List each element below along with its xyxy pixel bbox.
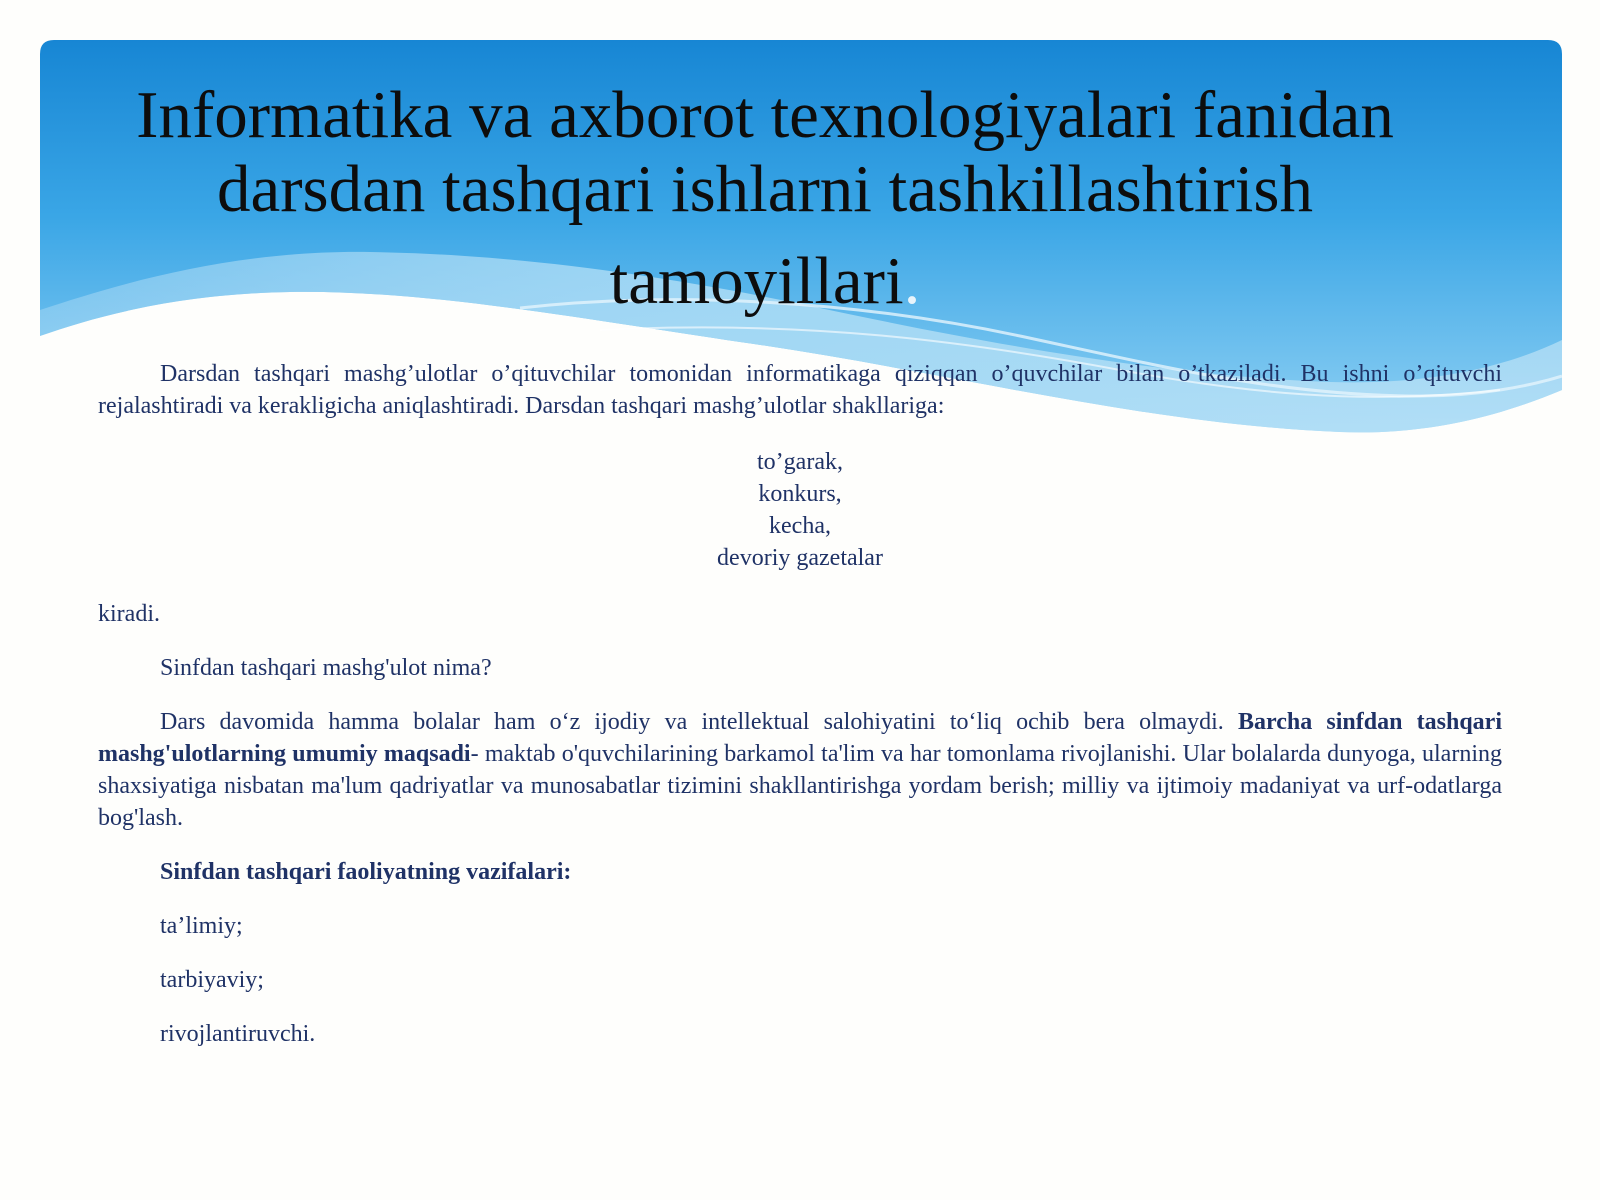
list-item: to’garak,	[757, 449, 843, 475]
intro-text-3: qiziqqan o’quvchilar bilan o’tkaziladi.	[894, 361, 1287, 387]
intro-text-2: informatikaga	[746, 361, 881, 387]
title-line-3: tamoyillari	[609, 244, 904, 318]
title-line-2: darsdan tashqari ishlarni tashkillashtirish	[217, 152, 1313, 226]
task-item: tarbiyaviy;	[160, 967, 264, 993]
tasks-heading: Sinfdan tashqari faoliyatning vazifalari:	[160, 859, 572, 885]
slide-body	[98, 358, 1502, 1050]
intro-text-4: Bu ishni o’qituvchi rejalashtiradi va kerakligicha aniqlashtiradi. Darsdan tashqari mashg’ulotlar shakllariga:	[98, 361, 1502, 419]
activity-forms-list	[98, 446, 1502, 574]
question-text: Sinfdan tashqari mashg'ulot nima?	[160, 655, 492, 681]
list-item: kecha,	[769, 513, 831, 539]
kiradi-text: kiradi.	[98, 601, 160, 627]
title-line-1: Informatika va axborot texnologiyalari fanidan	[136, 78, 1394, 152]
intro-paragraph	[98, 358, 1502, 422]
goal-text-bold: Barcha sinfdan tashqari mashg'ulotlarning umumiy maqsadi	[98, 709, 1502, 767]
title-dot: .	[903, 244, 921, 318]
intro-text-1: Darsdan tashqari mashg’ulotlar o’qituvchilar tomonidan	[160, 361, 733, 387]
list-item: konkurs,	[758, 481, 842, 507]
task-item: rivojlantiruvchi.	[160, 1021, 316, 1047]
list-item: devoriy gazetalar	[717, 545, 883, 571]
goal-paragraph	[98, 706, 1502, 834]
slide-title	[100, 78, 1430, 318]
task-item: ta’limiy;	[160, 913, 243, 939]
goal-text-rest: - maktab o'quvchilarining barkamol ta'lim va har tomonlama rivojlanishi. Ular bolalarda dunyoga, ularning shaxsiyatiga nisbatan ma'lum qadriyatlar va munosabatlar tizimini shakllantirishga yordam berish; milliy va ijtimoiy madaniyat va urf-odatlarga bog'lash.	[98, 741, 1502, 831]
goal-text-start: Dars davomida hamma bolalar ham o‘z ijodiy va intellektual salohiyatini to‘liq ochib bera olmaydi.	[160, 709, 1224, 735]
